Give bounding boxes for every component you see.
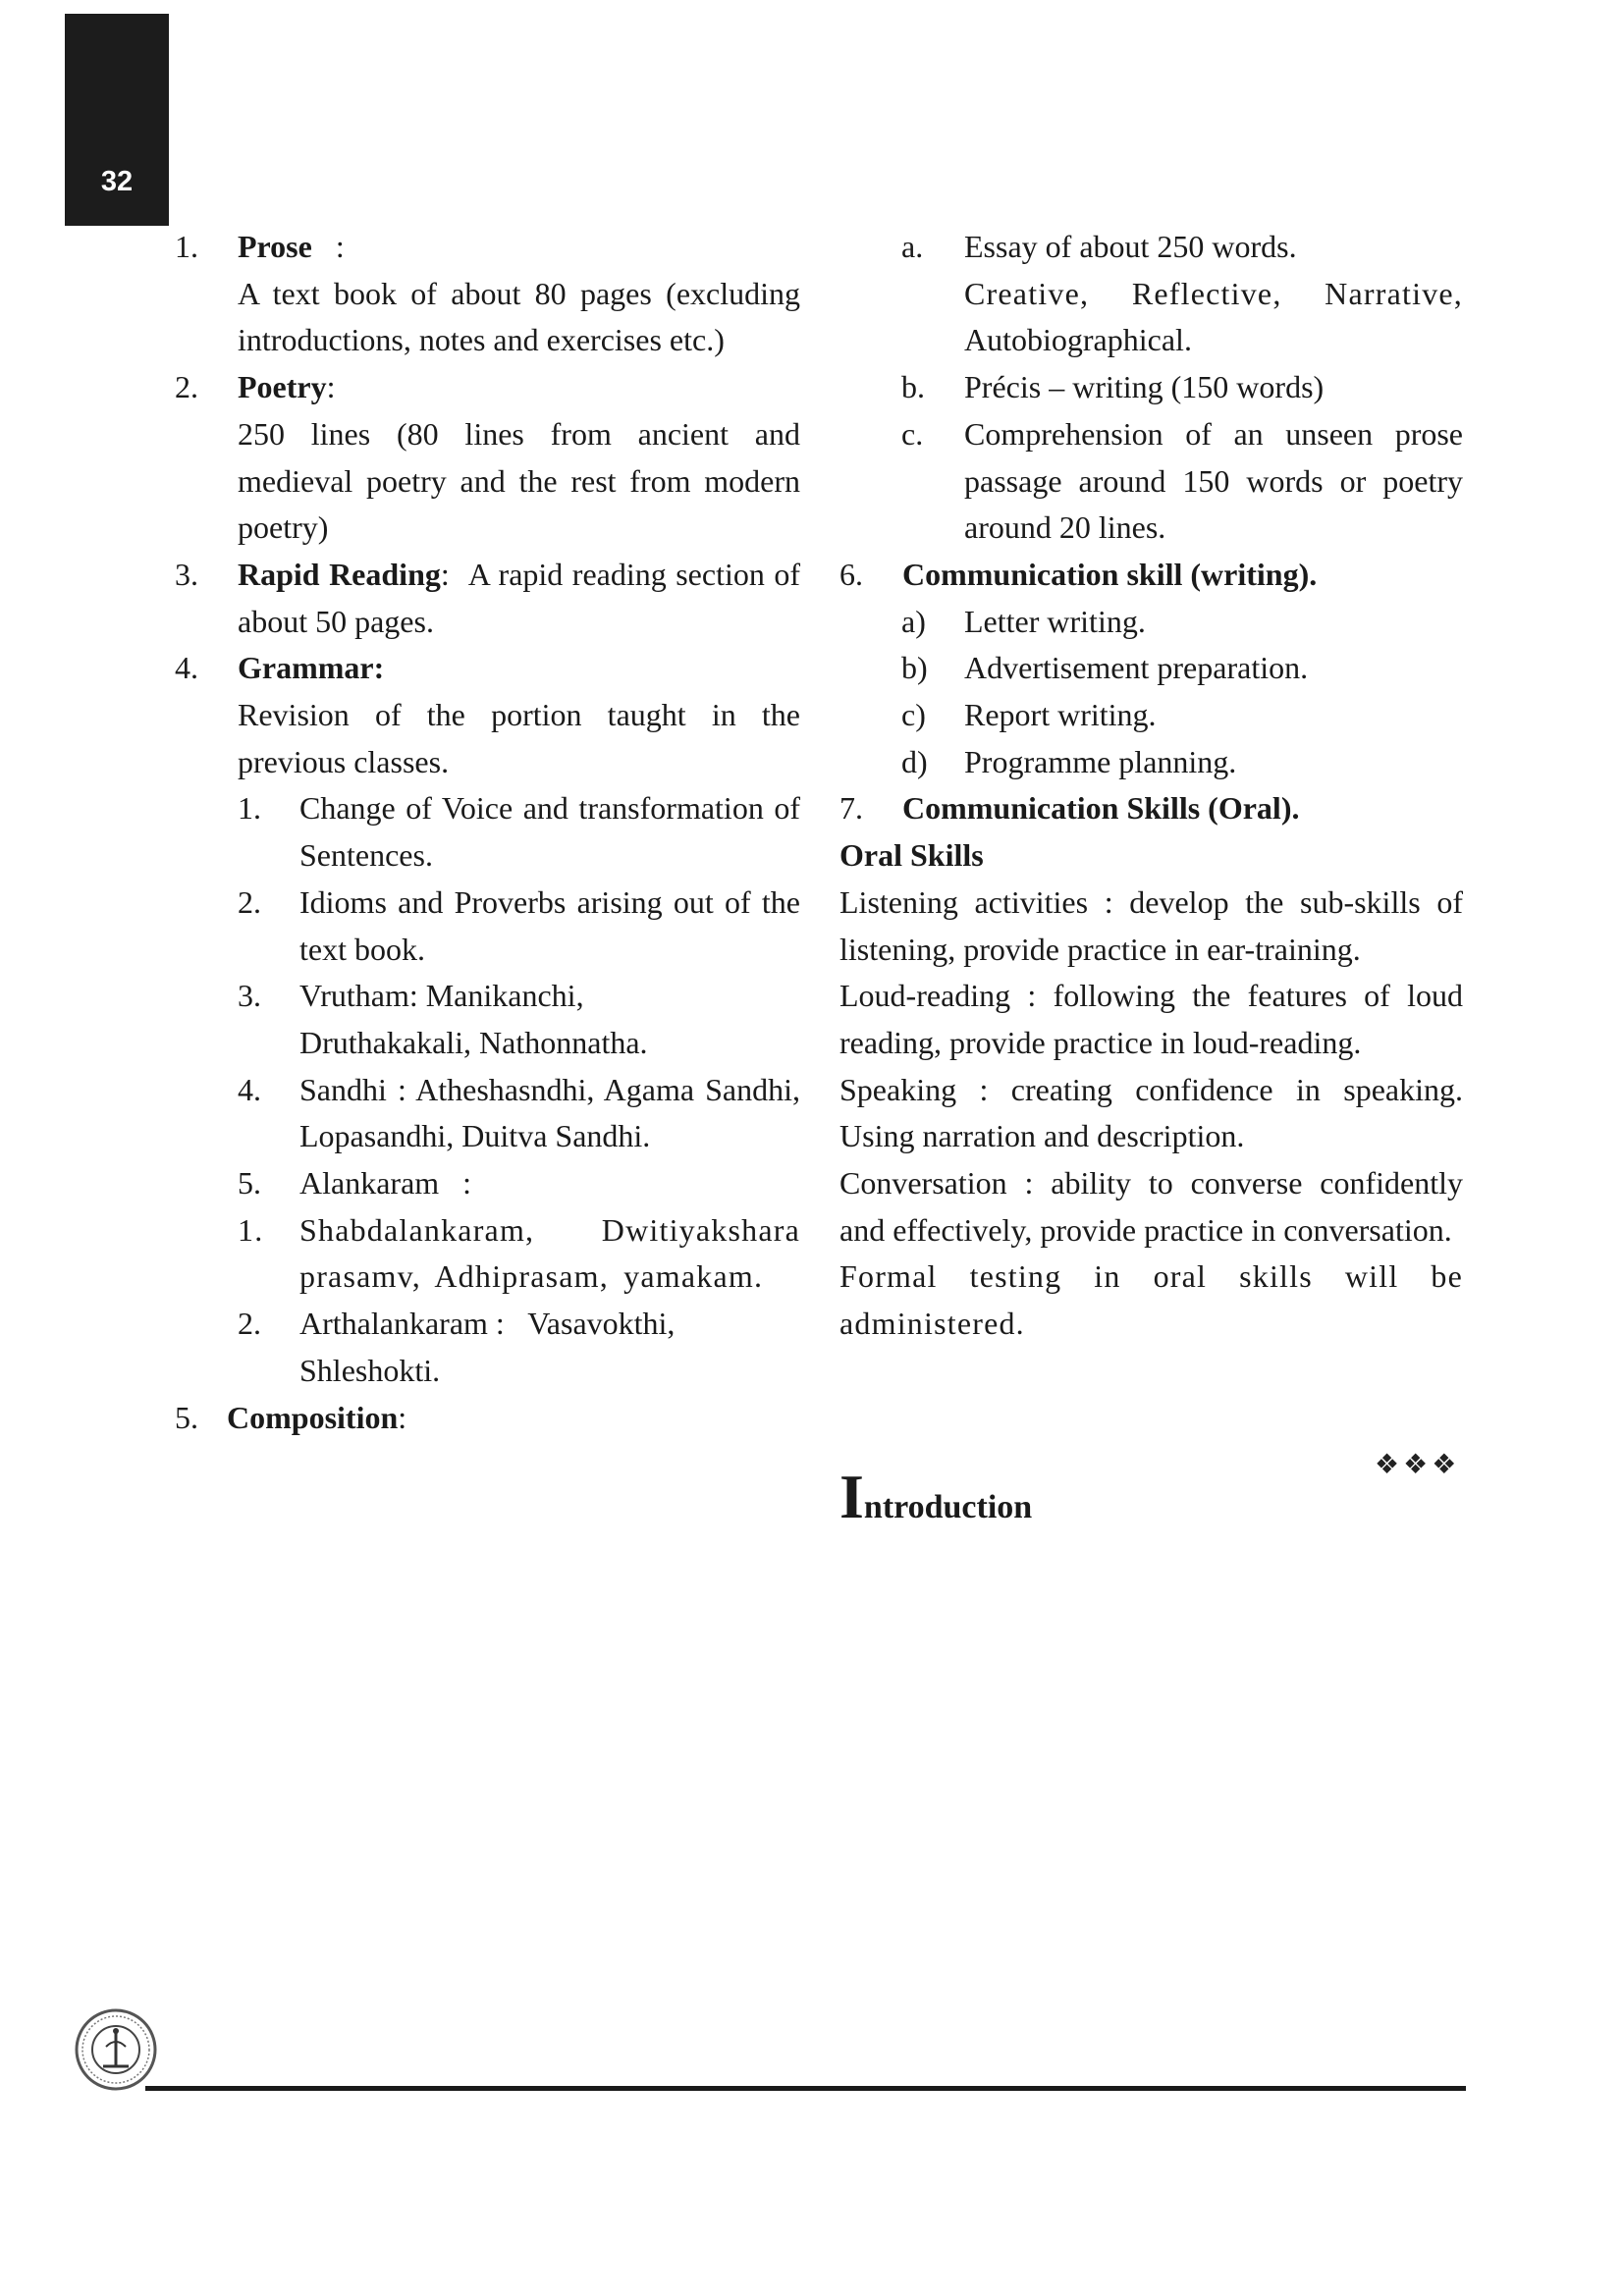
item-text: 250 lines (80 lines from ancient and medieval poetry and the rest from modern poetry) — [238, 415, 800, 546]
subitem-text: Comprehension of an unseen prose passage around 150 words or poetry around 20 lines. — [964, 415, 1463, 546]
item-number: 6. — [839, 556, 863, 592]
section-heading-introduction — [839, 1463, 1032, 1542]
item-number: 7. — [839, 790, 863, 827]
writing-subitem — [839, 739, 1463, 786]
syllabus-item-composition — [175, 1395, 800, 1442]
subitem-number: b) — [901, 650, 928, 686]
subitem-text: Arthalankaram : Vasavokthi, — [299, 1306, 676, 1342]
subitem-text: Idioms and Proverbs arising out of the text book. — [299, 883, 800, 967]
subitem-text: Shabdalankaram, Dwitiyakshara prasamv, Adhiprasam, yamakam. — [299, 1211, 800, 1295]
heading-rest: ntroduction — [863, 1489, 1033, 1525]
item-separator: : — [311, 229, 345, 264]
subitem-text: Shleshokti. — [299, 1352, 441, 1388]
composition-subitem — [839, 224, 1463, 364]
grammar-subitem — [175, 1301, 800, 1394]
subitem-number: 1. — [238, 1211, 264, 1248]
subitem-number: 1. — [238, 790, 261, 827]
oral-skills-paragraph: Conversation : ability to converse confidently and effectively, provide practice in conversation. — [839, 1165, 1463, 1248]
footer-rule — [145, 2086, 1466, 2091]
page-number: 32 — [100, 166, 134, 197]
grammar-subitem — [175, 1207, 800, 1301]
writing-subitem — [839, 645, 1463, 692]
oral-skills-heading: Oral Skills — [839, 837, 984, 874]
grammar-subitem — [175, 785, 800, 879]
grammar-subitem — [175, 880, 800, 973]
writing-subitem — [839, 599, 1463, 646]
oral-skills-paragraph: Speaking : creating confidence in speaking. Using narration and description. — [839, 1071, 1463, 1154]
item-number: 2. — [175, 369, 198, 405]
composition-subitem — [839, 364, 1463, 411]
left-column — [175, 224, 800, 1441]
oral-skills-paragraph: Formal testing in oral skills will be administered. — [839, 1258, 1463, 1342]
subitem-text: Programme planning. — [964, 743, 1237, 779]
subitem-text: Advertisement preparation. — [964, 650, 1309, 686]
item-text: A text book of about 80 pages (excluding introductions, notes and exercises etc.) — [238, 275, 800, 358]
oral-skills-paragraph: Listening activities : develop the sub-skills of listening, provide practice in ear-training. — [839, 883, 1463, 967]
subitem-number: c. — [901, 415, 924, 452]
item-title: Grammar: — [238, 650, 385, 686]
subitem-number: 3. — [238, 978, 261, 1014]
item-number: 5. — [175, 1399, 198, 1435]
syllabus-item-grammar — [175, 645, 800, 785]
right-column — [839, 224, 1463, 1348]
syllabus-item-communication-oral — [839, 785, 1463, 832]
item-separator: : — [440, 556, 450, 592]
syllabus-item-rapid-reading — [175, 552, 800, 645]
composition-subitem — [839, 411, 1463, 552]
item-text: A rapid reading section of about 50 pages. — [238, 556, 801, 639]
subitem-number: 5. — [238, 1165, 261, 1201]
subitem-number: 2. — [238, 1306, 261, 1342]
item-title: Poetry — [238, 369, 327, 405]
item-separator: : — [398, 1399, 407, 1435]
subitem-text: Creative, Reflective, Narrative, — [964, 275, 1463, 311]
item-title: Rapid Reading — [238, 556, 441, 592]
subitem-number: 4. — [238, 1071, 261, 1107]
subitem-text: Autobiographical. — [964, 322, 1192, 358]
subitem-text: Alankaram : — [299, 1165, 472, 1201]
subitem-text: Sandhi : Atheshasndhi, Agama Sandhi, Lopasandhi, Duitva Sandhi. — [299, 1071, 800, 1154]
oral-skills-paragraph: Loud-reading : following the features of loud reading, provide practice in loud-reading. — [839, 978, 1463, 1060]
subitem-text: Report writing. — [964, 697, 1157, 733]
subitem-number: d) — [901, 743, 928, 779]
subitem-text: Précis – writing (150 words) — [964, 369, 1325, 405]
item-number: 4. — [175, 650, 198, 686]
section-end-ornament: ❖❖❖ — [1375, 1450, 1461, 1480]
writing-subitem — [839, 692, 1463, 739]
grammar-subitem — [175, 973, 800, 1066]
item-number: 3. — [175, 556, 198, 592]
subitem-number: a) — [901, 603, 926, 639]
subitem-text: Letter writing. — [964, 603, 1146, 639]
item-title: Prose — [238, 229, 312, 264]
subitem-number: 2. — [238, 883, 261, 920]
subitem-text: Druthakakali, Nathonnatha. — [299, 1024, 648, 1060]
item-number: 1. — [175, 229, 198, 264]
item-title: Composition — [227, 1399, 399, 1435]
subitem-text: Essay of about 250 words. — [964, 229, 1297, 264]
item-separator: : — [326, 369, 336, 405]
subitem-number: c) — [901, 697, 926, 733]
syllabus-item-communication-writing — [839, 552, 1463, 599]
heading-initial: I — [839, 1462, 864, 1531]
item-title: Communication skill (writing). — [902, 556, 1318, 592]
item-text: Revision of the portion taught in the previous classes. — [238, 697, 800, 779]
syllabus-item-prose — [175, 224, 800, 364]
syllabus-item-poetry — [175, 364, 800, 552]
subitem-text: Change of Voice and transformation of Sentences. — [299, 790, 800, 874]
grammar-subitem — [175, 1160, 800, 1207]
subitem-text: Vrutham: Manikanchi, — [299, 978, 584, 1014]
emblem-icon — [74, 2007, 158, 2092]
page-number-tab — [65, 14, 169, 226]
subitem-number: a. — [901, 229, 924, 264]
item-title: Communication Skills (Oral). — [902, 790, 1300, 827]
grammar-subitem — [175, 1067, 800, 1160]
subitem-number: b. — [901, 369, 925, 405]
